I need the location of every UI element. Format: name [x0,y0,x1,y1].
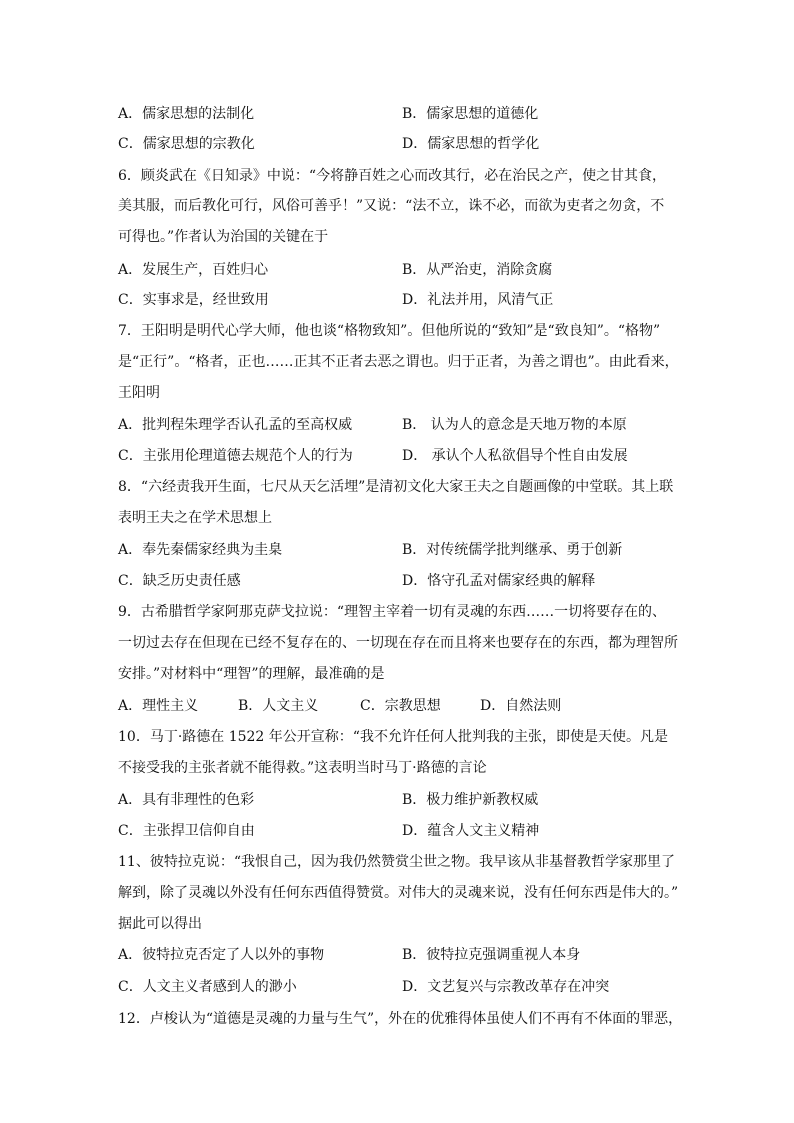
q6-option-a[interactable]: A．发展生产，百姓归心 [118,262,269,278]
q6-stem-line-1: 6．顾炎武在《日知录》中说：“今将静百姓之心而改其行，必在治民之产，使之甘其食， [118,168,667,184]
q10-option-b[interactable]: B．极力维护新教权威 [402,792,539,808]
q7-stem-line-2: 是“正行”。“格者，正也……正其不正者去恶之谓也。归于正者，为善之谓也”。由此看来， [118,354,679,370]
q6-option-d[interactable]: D．礼法并用，风清气正 [402,292,554,308]
q11-option-c[interactable]: C．人文主义者感到人的渺小 [118,979,297,995]
q8-option-c[interactable]: C．缺乏历史责任感 [118,573,241,589]
q5-option-c[interactable]: C．儒家思想的宗教化 [118,136,255,152]
q12-stem-line-1: 12．卢梭认为“道德是灵魂的力量与生气”，外在的优雅得体虽使人们不再有不体面的罪恶， [118,1011,683,1027]
q7-stem-line-1: 7．王阳明是明代心学大师，他也谈“格物致知”。但他所说的“致知”是“致良知”。“格物” [118,323,661,339]
q6-option-c[interactable]: C．实事求是，经世致用 [118,292,269,308]
q11-option-d[interactable]: D．文艺复兴与宗教改革存在冲突 [402,979,610,995]
q11-stem-line-3: 据此可以得出 [118,916,202,932]
q9-stem-line-2: 一切过去存在但现在已经不复存在的、一切现在存在而且将来也要存在的东西，都为理智所 [118,635,678,651]
q11-stem-line-2: 解到，除了灵魂以外没有任何东西值得赞赏。对伟大的灵魂来说，没有任何东西是伟大的。” [118,885,679,901]
q7-option-a[interactable]: A．批判程朱理学否认孔孟的至高权威 [118,417,353,433]
q8-stem-line-1: 8．“六经责我开生面，七尺从天乞活埋”是清初文化大家王夫之自题画像的中堂联。其上联 [118,479,674,495]
q9-option-d[interactable]: D．自然法则 [480,698,562,714]
q5-option-b[interactable]: B．儒家思想的道德化 [402,106,539,122]
q8-stem-line-2: 表明王夫之在学术思想上 [118,510,272,526]
q11-option-a[interactable]: A．彼特拉克否定了人以外的事物 [118,947,325,963]
q10-stem-line-1: 10．马丁·路德在 1522 年公开宣称：“我不允许任何人批判我的主张，即使是天使。凡是 [118,729,668,745]
q9-option-c[interactable]: C．宗教思想 [360,698,441,714]
q9-option-a[interactable]: A．理性主义 [118,698,199,714]
q9-stem-line-3: 安排。”对材料中“理智”的理解，最准确的是 [118,666,385,682]
q6-stem-line-2: 美其服，而后教化可行，风俗可善乎！”又说：“法不立，诛不必，而欲为吏者之勿贪，不 [118,198,665,214]
q10-option-a[interactable]: A．具有非理性的色彩 [118,792,255,808]
q8-option-a[interactable]: A．奉先秦儒家经典为圭臬 [118,542,283,558]
q8-option-d[interactable]: D．恪守孔孟对儒家经典的解释 [402,573,596,589]
q6-option-b[interactable]: B．从严治吏，消除贪腐 [402,262,553,278]
q6-stem-line-3: 可得也。”作者认为治国的关键在于 [118,229,329,245]
q10-option-c[interactable]: C．主张捍卫信仰自由 [118,823,255,839]
q7-stem-line-3: 王阳明 [118,385,160,401]
q10-stem-line-2: 不接受我的主张者就不能得救。”这表明当时马丁·路德的言论 [118,760,487,776]
q9-options-row [118,697,561,715]
q9-option-b[interactable]: B．人文主义 [238,698,319,714]
q7-option-b[interactable]: B． 认为人的意念是天地万物的本原 [402,417,627,433]
q5-option-d[interactable]: D．儒家思想的哲学化 [402,136,540,152]
q7-option-c[interactable]: C．主张用伦理道德去规范个人的行为 [118,448,353,464]
q9-stem-line-1: 9．古希腊哲学家阿那克萨戈拉说：“理智主宰着一切有灵魂的东西……一切将要存在的、 [118,604,667,620]
q5-option-a[interactable]: A．儒家思想的法制化 [118,106,255,122]
q7-option-d[interactable]: D． 承认个人私欲倡导个性自由发展 [402,448,628,464]
q11-option-b[interactable]: B．彼特拉克强调重视人本身 [402,947,581,963]
q11-stem-line-1: 11、彼特拉克说：“我恨自己，因为我仍然赞赏尘世之物。我早该从非基督教哲学家那里了 [118,854,675,870]
q8-option-b[interactable]: B．对传统儒学批判继承、勇于创新 [402,542,623,558]
q10-option-d[interactable]: D．蕴含人文主义精神 [402,823,540,839]
